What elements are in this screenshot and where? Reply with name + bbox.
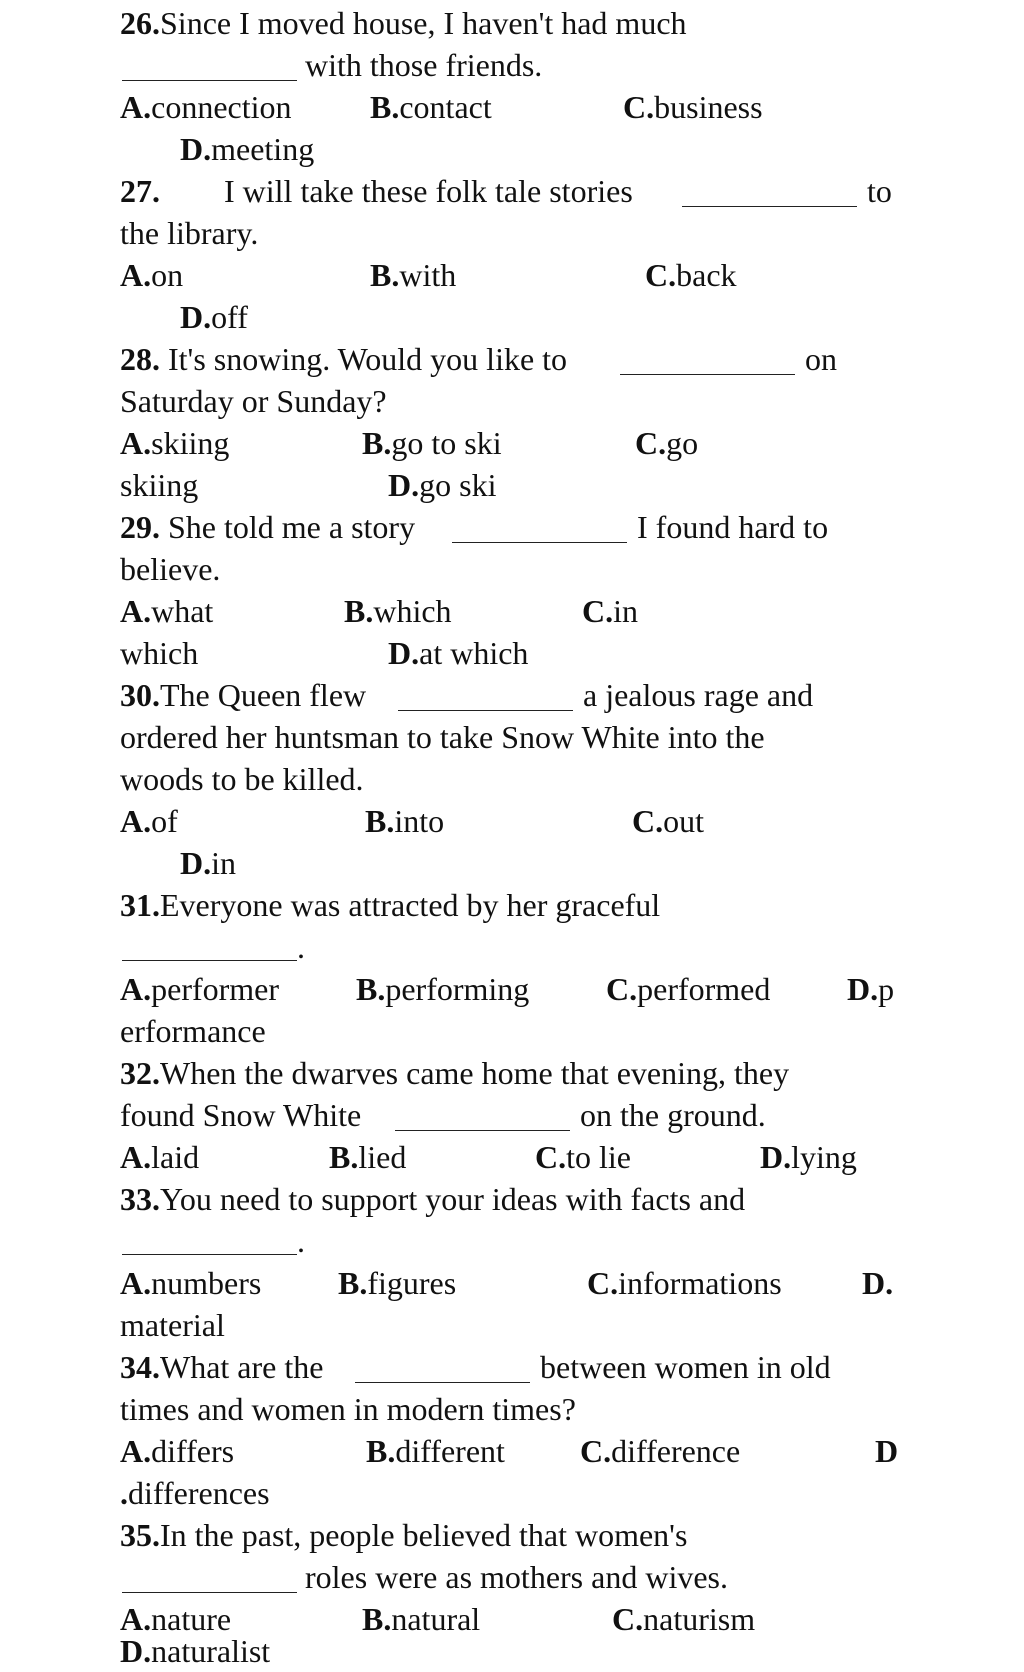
question-26-stem-line-2: with those friends. bbox=[305, 47, 543, 83]
option-b: B.into bbox=[365, 803, 445, 839]
question-32-stem-line-2: found Snow White bbox=[120, 1097, 362, 1133]
question-number-27: 27. bbox=[120, 173, 160, 209]
question-28-stem-line-2: Saturday or Sunday? bbox=[120, 383, 387, 419]
option-a: A.what bbox=[120, 593, 214, 629]
question-29-stem-tail: I found hard to bbox=[637, 509, 829, 545]
question-26-stem-line-1 bbox=[120, 2, 687, 44]
question-27-stem-line-2: the library. bbox=[120, 215, 259, 251]
option-d: D.in bbox=[180, 845, 236, 881]
option-d: D.at which bbox=[388, 635, 529, 671]
question-32-stem-line-1: 32.When the dwarves came home that evening, they bbox=[120, 1055, 790, 1091]
option-d: D.meeting bbox=[180, 131, 315, 167]
option-d-wrap: erformance bbox=[120, 1013, 266, 1049]
answer-blank bbox=[122, 80, 297, 81]
option-b: B.lied bbox=[329, 1139, 407, 1175]
answer-blank bbox=[452, 542, 627, 543]
question-33-stem-line-1: 33.You need to support your ideas with facts and bbox=[120, 1181, 746, 1217]
question-number: 26. bbox=[120, 5, 160, 41]
answer-blank bbox=[620, 374, 795, 375]
option-c: C.back bbox=[645, 257, 737, 293]
answer-blank bbox=[122, 1592, 297, 1593]
option-c: C.business bbox=[623, 89, 763, 125]
option-a: A.nature bbox=[120, 1601, 232, 1637]
question-35-stem-line-1: 35.In the past, people believed that women's bbox=[120, 1517, 688, 1553]
option-c: C.informations bbox=[587, 1265, 782, 1301]
option-b: B.performing bbox=[356, 971, 530, 1007]
question-34-stem-tail: between women in old bbox=[540, 1349, 831, 1385]
option-c: C.in bbox=[582, 593, 638, 629]
question-30-stem-line-1: 30.The Queen flew bbox=[120, 677, 367, 713]
option-a: A.on bbox=[120, 257, 184, 293]
option-d-wrap: material bbox=[120, 1307, 225, 1343]
option-c-wrap: which bbox=[120, 635, 199, 671]
option-a: A.performer bbox=[120, 971, 280, 1007]
option-c-wrap: skiing bbox=[120, 467, 199, 503]
option-c: C.to lie bbox=[535, 1139, 631, 1175]
question-27-stem-line-1: I will take these folk tale stories bbox=[224, 173, 633, 209]
question-29-stem-line-2: believe. bbox=[120, 551, 221, 587]
answer-blank bbox=[395, 1130, 570, 1131]
option-d: D. bbox=[862, 1265, 894, 1301]
option-d: D bbox=[875, 1433, 899, 1469]
option-b: B.contact bbox=[370, 89, 492, 125]
option-d: D.p bbox=[847, 971, 895, 1007]
question-28-stem-tail: on bbox=[805, 341, 837, 377]
option-d: D.lying bbox=[760, 1139, 857, 1175]
option-a: A.laid bbox=[120, 1139, 200, 1175]
question-31-stem-line-1: 31.Everyone was attracted by her graceful bbox=[120, 887, 661, 923]
question-34-stem-line-2: times and women in modern times? bbox=[120, 1391, 576, 1427]
question-30-stem-line-3: woods to be killed. bbox=[120, 761, 364, 797]
option-d-wrap: .differences bbox=[120, 1475, 270, 1511]
option-a: A.differs bbox=[120, 1433, 235, 1469]
option-b: B.different bbox=[366, 1433, 505, 1469]
answer-blank bbox=[355, 1382, 530, 1383]
option-a: A.of bbox=[120, 803, 178, 839]
answer-blank bbox=[398, 710, 573, 711]
question-28-stem-line-1: 28. It's snowing. Would you like to bbox=[120, 341, 568, 377]
question-31-stem-line-2: . bbox=[297, 929, 305, 965]
option-c: C.go bbox=[635, 425, 699, 461]
option-d: D.naturalist bbox=[120, 1633, 271, 1669]
question-35-stem-line-2: roles were as mothers and wives. bbox=[305, 1559, 728, 1595]
option-b: B.natural bbox=[362, 1601, 481, 1637]
question-29-stem-line-1: 29. She told me a story bbox=[120, 509, 416, 545]
stem-text: Since I moved house, I haven't had much bbox=[160, 5, 687, 41]
option-b: B.go to ski bbox=[362, 425, 502, 461]
question-30-stem-line-2: ordered her huntsman to take Snow White into the bbox=[120, 719, 765, 755]
option-c: C.difference bbox=[580, 1433, 741, 1469]
question-30-stem-tail: a jealous rage and bbox=[583, 677, 814, 713]
answer-blank bbox=[122, 960, 297, 961]
question-27-stem-tail: to bbox=[867, 173, 892, 209]
option-a: A.skiing bbox=[120, 425, 230, 461]
option-c: C.naturism bbox=[612, 1601, 756, 1637]
option-d: D.off bbox=[180, 299, 248, 335]
option-c: C.out bbox=[632, 803, 704, 839]
option-b: B.which bbox=[344, 593, 452, 629]
option-b: B.with bbox=[370, 257, 457, 293]
question-34-stem-line-1: 34.What are the bbox=[120, 1349, 324, 1385]
answer-blank bbox=[122, 1254, 297, 1255]
option-a: A.connection bbox=[120, 89, 292, 125]
answer-blank bbox=[682, 206, 857, 207]
question-33-stem-line-2: . bbox=[297, 1223, 305, 1259]
option-b: B.figures bbox=[338, 1265, 457, 1301]
option-c: C.performed bbox=[606, 971, 771, 1007]
option-d: D.go ski bbox=[388, 467, 497, 503]
option-a: A.numbers bbox=[120, 1265, 262, 1301]
question-32-stem-tail: on the ground. bbox=[580, 1097, 766, 1133]
